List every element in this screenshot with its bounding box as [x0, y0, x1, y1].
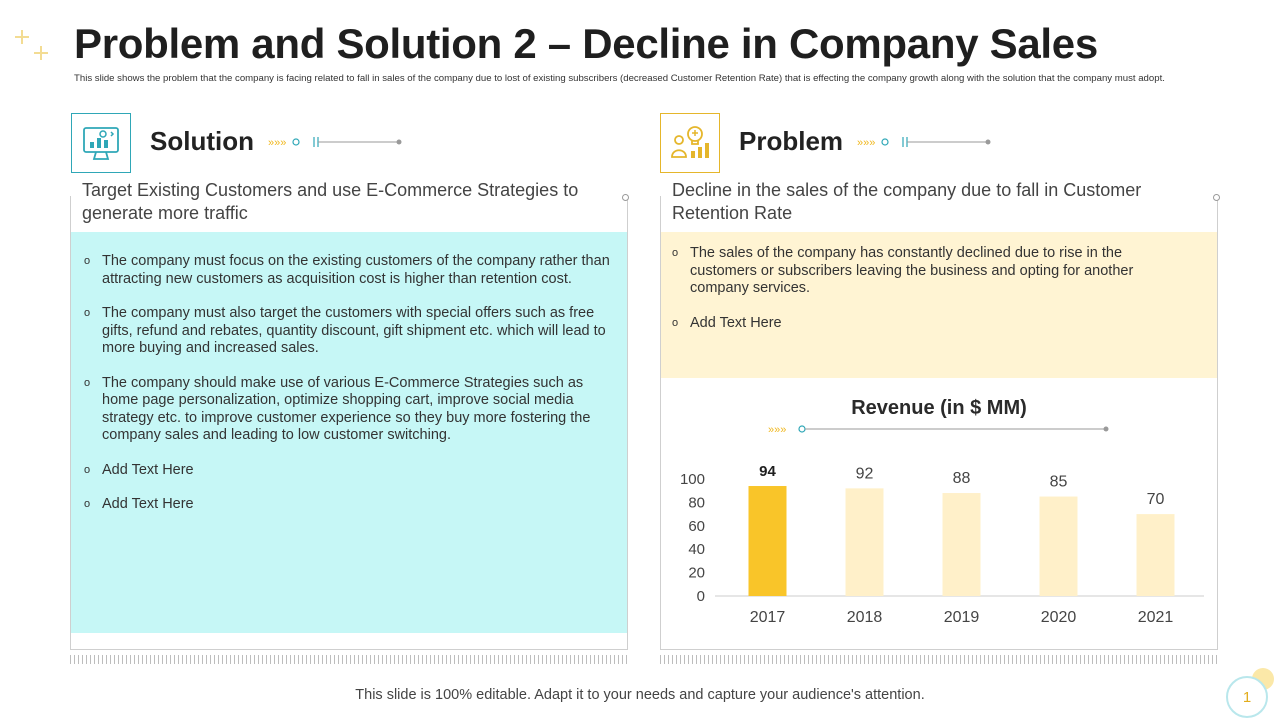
bar-2018: [846, 488, 884, 596]
list-item: [84, 496, 614, 514]
bar-2019: [943, 493, 981, 596]
list-item: [672, 315, 1192, 333]
svg-text:»»»: »»»: [268, 137, 287, 149]
bullet-glyph: o: [84, 376, 91, 389]
bar-2021: [1137, 514, 1175, 596]
y-tick-label: 60: [688, 517, 705, 535]
y-tick-label: 80: [688, 494, 705, 512]
x-tick-label: 2020: [1040, 609, 1077, 626]
problem-heading: Problem: [739, 126, 844, 156]
bullet-glyph: o: [84, 498, 91, 510]
arrow-line-decoration: [857, 134, 997, 150]
list-item-text: Add Text Here: [690, 314, 782, 331]
chart-title-decoration: [768, 421, 1113, 437]
x-tick-label: 2018: [846, 609, 883, 626]
page-number: 1: [1226, 676, 1268, 718]
svg-text:»»»: »»»: [857, 137, 876, 149]
x-tick-label: 2017: [749, 609, 786, 626]
list-item: [84, 375, 614, 445]
corner-dot: [622, 194, 629, 201]
y-tick-label: 100: [679, 471, 705, 488]
data-label: 85: [1049, 473, 1068, 491]
y-tick-label: 40: [688, 541, 705, 559]
page-title: Problem and Solution 2 – Decline in Company Sales: [74, 20, 1098, 67]
solution-heading: Solution: [150, 126, 254, 156]
list-item: [84, 253, 614, 288]
bullet-glyph: o: [672, 316, 679, 329]
problem-bullet-list: [672, 245, 1192, 349]
footer-note: This slide is 100% editable. Adapt it to your needs and capture your audience's attention.: [355, 687, 925, 703]
page-subtitle: This slide shows the problem that the company is facing related to fall in sales of the company due to lost of existing subscribers (decreased Customer Retention Rate) that is effecting the company growth along with the solution that the company must adopt.: [74, 73, 1165, 84]
list-item-text: The company must focus on the existing customers of the company rather than attracting new customers as acquisition cost is higher than retention cost.: [102, 253, 610, 287]
chart-title: Revenue (in $ MM): [851, 397, 1027, 419]
list-item-text: Add Text Here: [102, 461, 194, 478]
problem-icon-box: [660, 113, 720, 173]
revenue-bar-chart: [661, 455, 1217, 635]
x-tick-label: 2019: [943, 609, 980, 626]
problem-lead: Decline in the sales of the company due to fall in Customer Retention Rate: [672, 180, 1142, 223]
list-item: [84, 462, 614, 480]
y-tick-label: 20: [688, 564, 705, 582]
monitor-analytics-icon: [81, 123, 121, 163]
corner-dot: [1213, 194, 1220, 201]
bar-2020: [1040, 497, 1078, 596]
hatch-divider: [70, 655, 628, 664]
data-label: 94: [759, 463, 776, 481]
list-item-text: The company must also target the customers with special offers such as free gifts, refund and rebates, quantity discount, gift shipment etc. which will lead to more buying and increased sales.: [102, 305, 606, 356]
hatch-divider: [660, 655, 1218, 664]
list-item-text: The company should make use of various E-Commerce Strategies such as home page personalization, optimize shopping cart, improve social media strategy etc. to improve customer experience so they buy more fostering the company sales and leading to low customer switching.: [102, 374, 591, 443]
svg-text:»»»: »»»: [768, 424, 787, 436]
data-label: 92: [855, 465, 874, 483]
list-item-text: Add Text Here: [102, 496, 194, 512]
idea-growth-icon: [669, 123, 711, 163]
bullet-glyph: o: [672, 247, 679, 259]
list-item: [84, 305, 614, 358]
y-tick-label: 0: [696, 588, 705, 605]
solution-icon-box: [71, 113, 131, 173]
x-tick-label: 2021: [1137, 609, 1174, 626]
list-item: [672, 245, 1192, 298]
solution-lead: Target Existing Customers and use E-Commerce Strategies to generate more traffic: [82, 180, 579, 223]
sparkle-icon: [14, 28, 54, 68]
bullet-glyph: o: [84, 463, 91, 476]
data-label: 88: [952, 470, 971, 488]
bullet-glyph: o: [84, 307, 91, 319]
bullet-glyph: o: [84, 255, 91, 267]
list-item-text: The sales of the company has constantly declined due to rise in the customers or subscribers leaving the business and opting for another company services.: [690, 245, 1134, 296]
arrow-line-decoration: [268, 134, 408, 150]
bar-2017: [749, 486, 787, 596]
solution-bullet-list: [84, 253, 614, 531]
data-label: 70: [1146, 491, 1165, 509]
